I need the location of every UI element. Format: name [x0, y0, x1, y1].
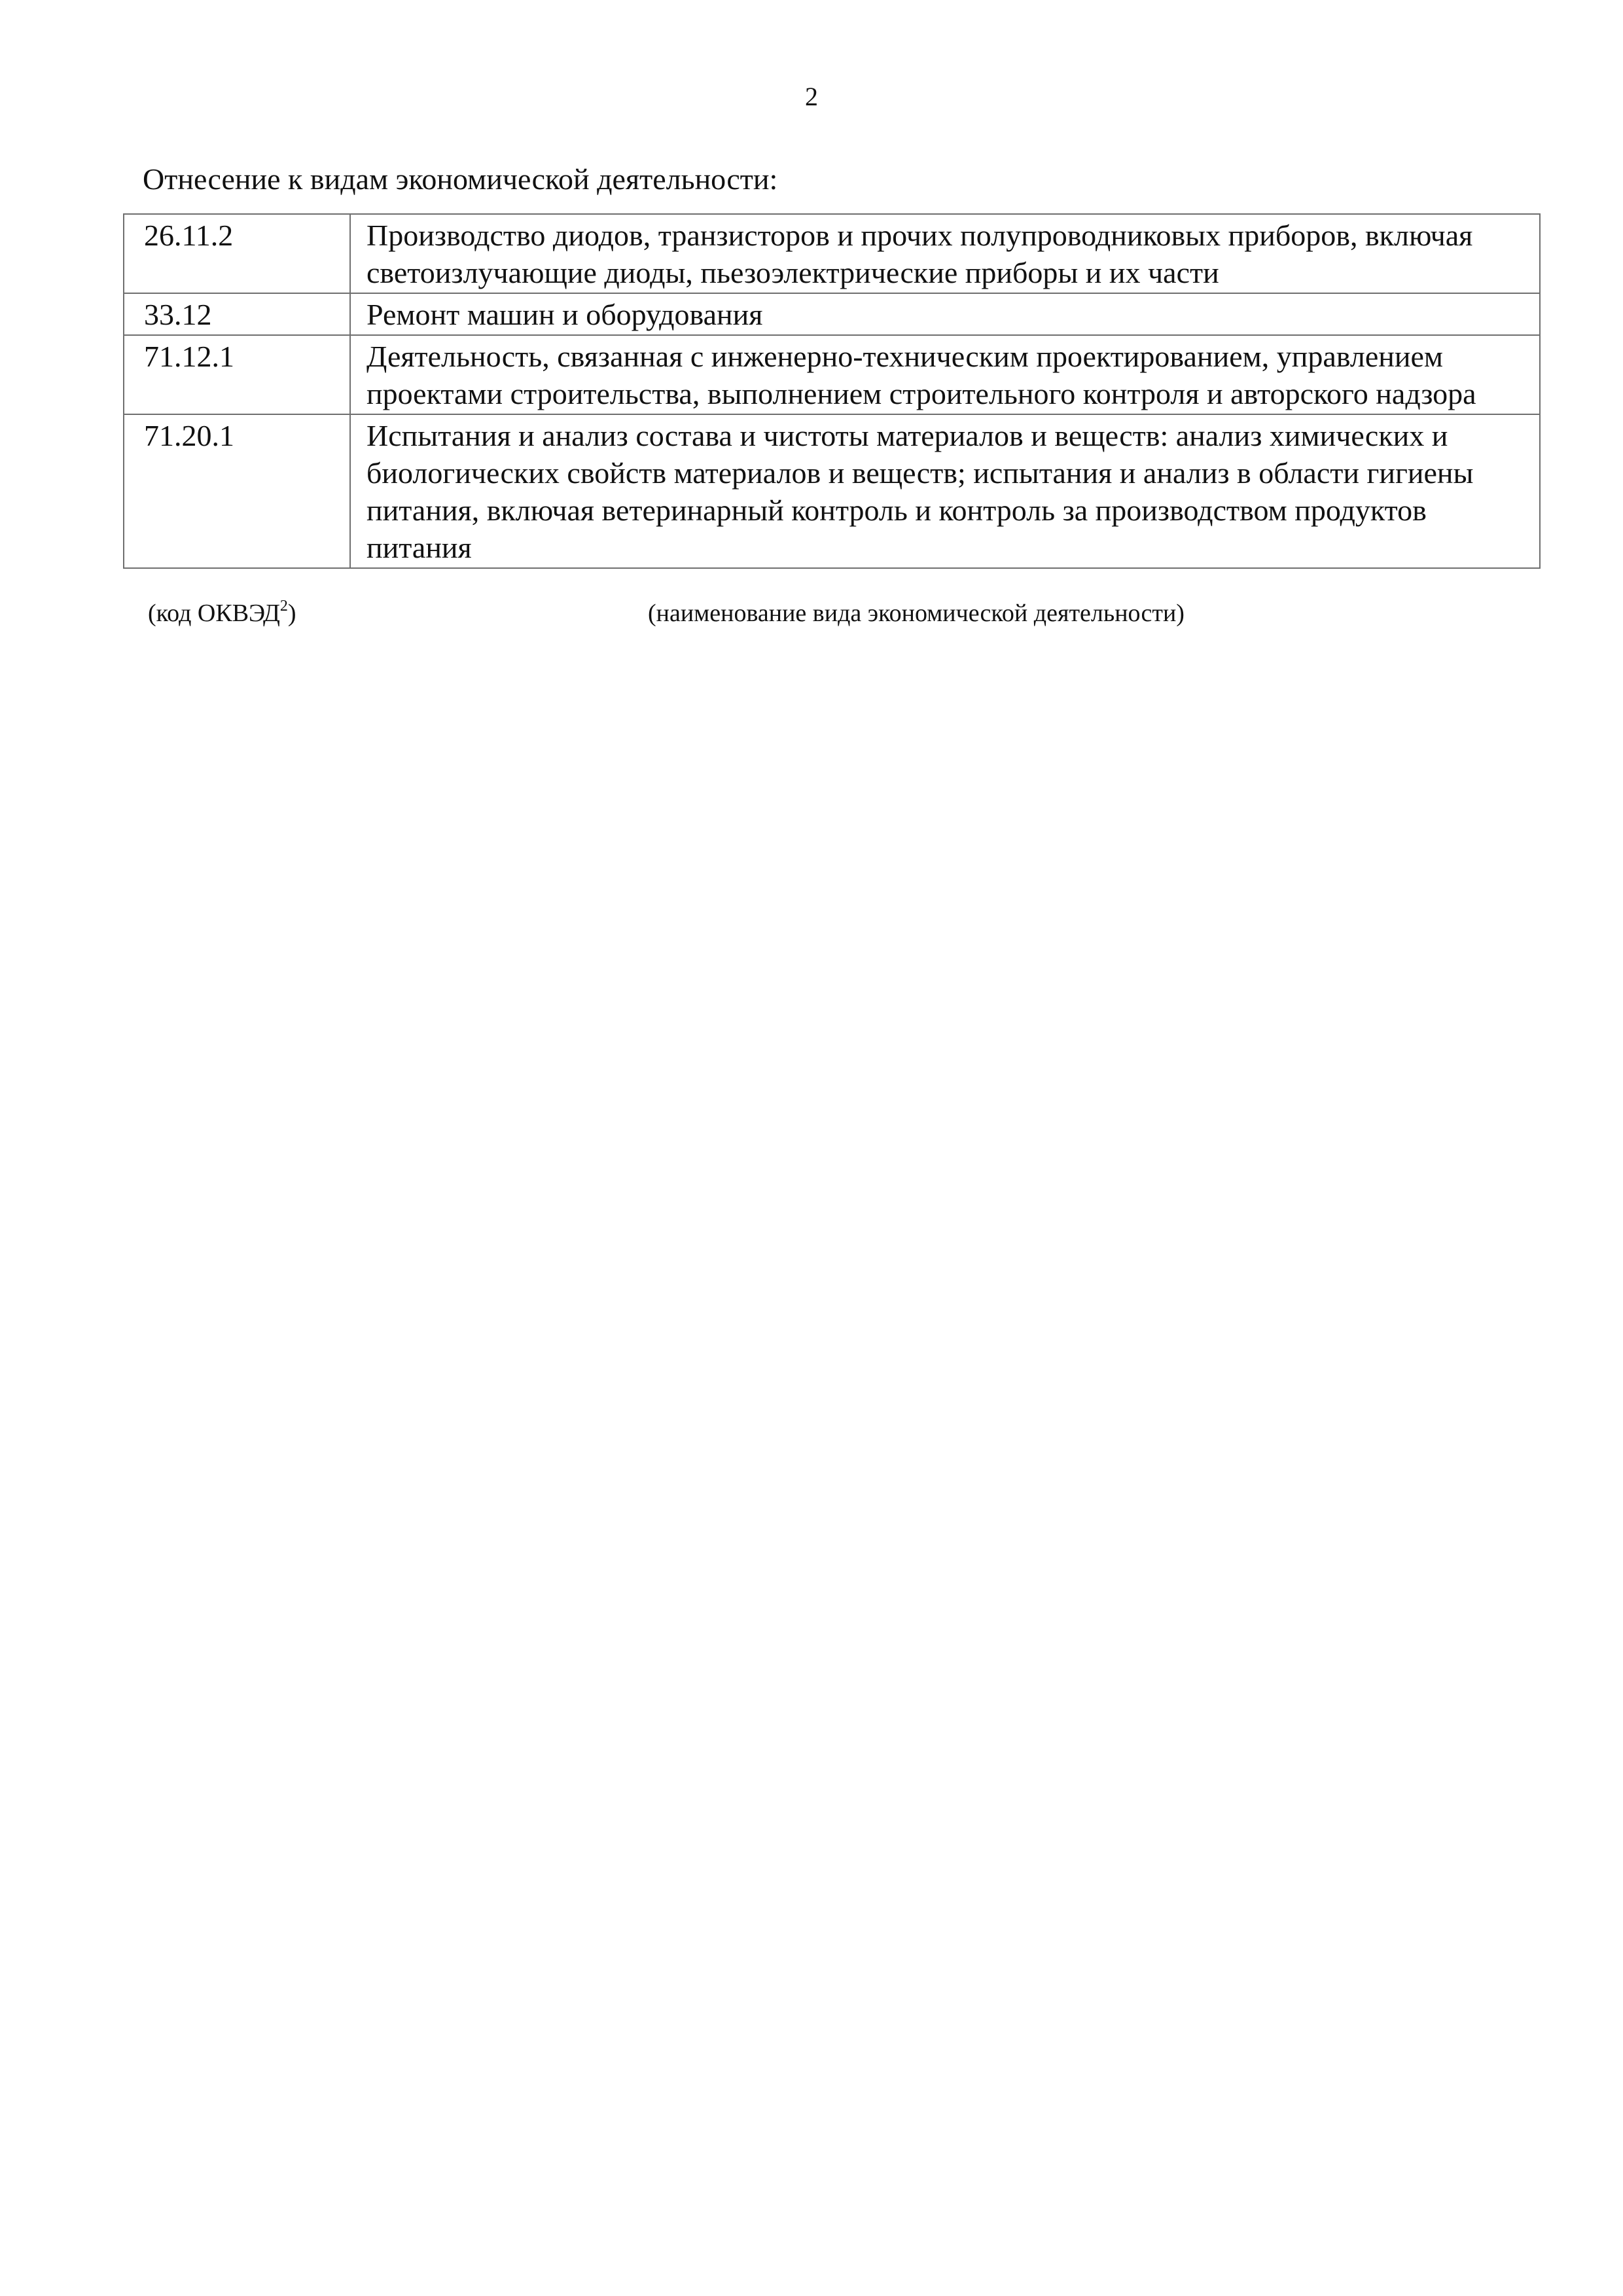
table-row	[124, 335, 1540, 414]
activity-name-cell: Производство диодов, транзисторов и прочих полупроводниковых приборов, включая светоизлучающие диоды, пьезоэлектрические приборы и их части	[350, 214, 1540, 293]
okved-code-caption	[148, 598, 296, 628]
activity-name-caption: (наименование вида экономической деятельности)	[648, 600, 1185, 627]
activity-name-cell: Испытания и анализ состава и чистоты материалов и веществ: анализ химических и биологических свойств материалов и веществ; испытания и анализ в области гигиены питания, включая ветеринарный контроль и контроль за производством продуктов питания	[350, 414, 1540, 568]
okved-code-cell: 26.11.2	[124, 214, 350, 293]
page-number: 2	[805, 82, 818, 111]
okved-table	[123, 213, 1541, 569]
table-row	[124, 293, 1540, 335]
okved-code-caption-close: )	[287, 600, 296, 627]
table-captions	[0, 598, 1623, 631]
okved-code-cell: 33.12	[124, 293, 350, 335]
okved-code-cell: 71.20.1	[124, 414, 350, 568]
okved-code-caption-text: (код ОКВЭД	[148, 600, 280, 627]
table-row	[124, 414, 1540, 568]
section-heading: Отнесение к видам экономической деятельности:	[143, 162, 778, 196]
okved-code-cell: 71.12.1	[124, 335, 350, 414]
activity-name-cell: Ремонт машин и оборудования	[350, 293, 1540, 335]
footnote-marker: 2	[279, 598, 288, 615]
table-row	[124, 214, 1540, 293]
activity-name-cell: Деятельность, связанная с инженерно-техническим проектированием, управлением проектами строительства, выполнением строительного контроля и авторского надзора	[350, 335, 1540, 414]
